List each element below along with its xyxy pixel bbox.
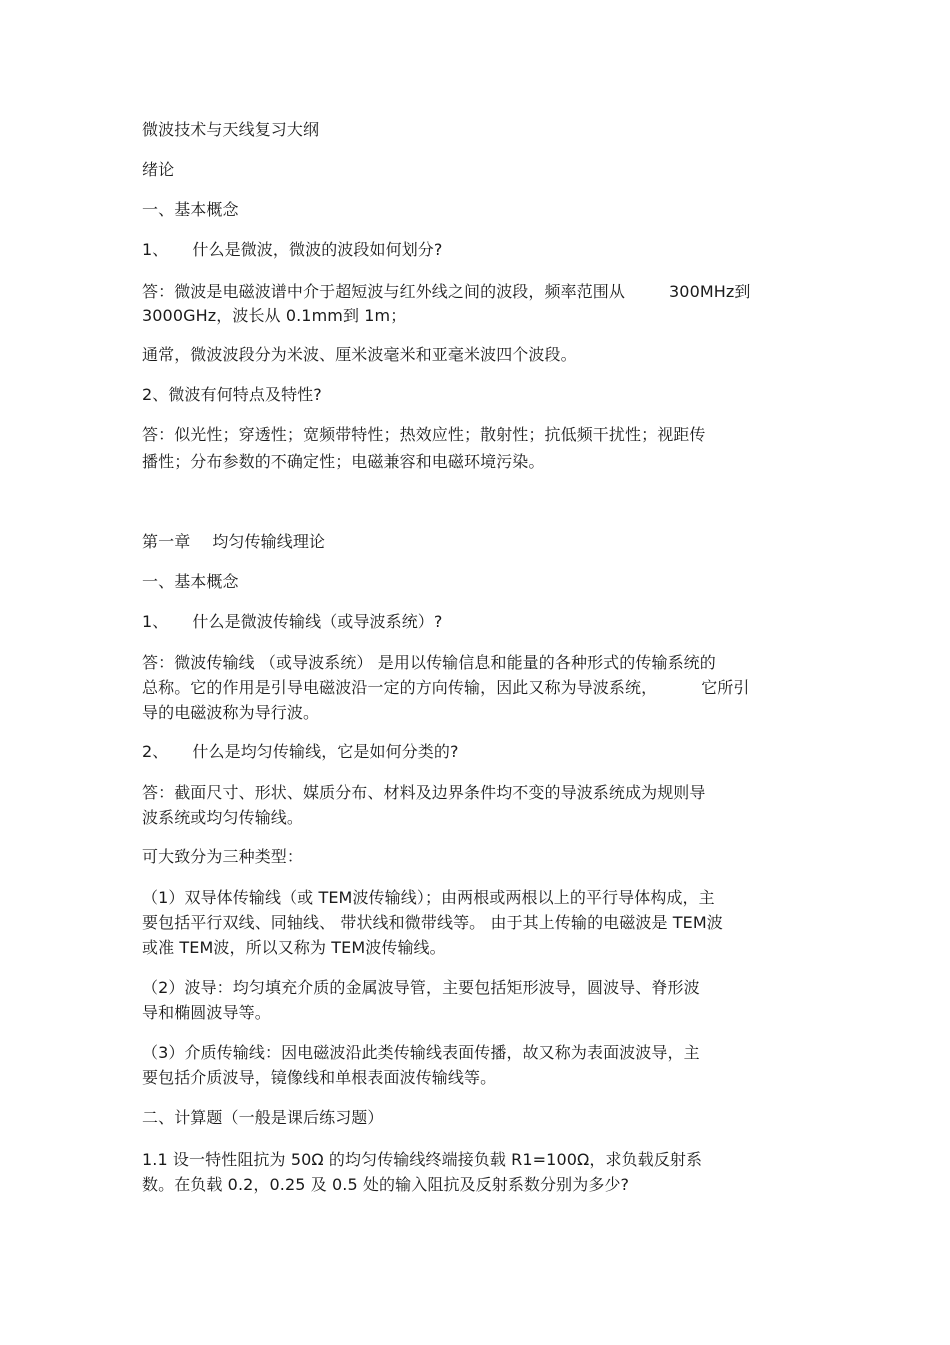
problem-1-1-line-2: 数。在负载 0.2，0.25 及 0.5 处的输入阻抗及反射系数分别为多少? <box>142 1175 630 1194</box>
type-2-line-2: 导和椭圆波导等。 <box>142 1003 271 1022</box>
chapter-1-answer-1-line-3: 导的电磁波称为导行波。 <box>142 703 320 722</box>
answer-1-line-1 <box>142 282 751 302</box>
chapter-1-section-heading: 一、基本概念 <box>142 572 239 591</box>
type-3-line-2: 要包括介质波导，镜像线和单根表面波传输线等。 <box>142 1068 497 1087</box>
intro-section-heading: 一、基本概念 <box>142 200 239 219</box>
answer-2-line-1: 答：似光性；穿透性；宽频带特性；热效应性；散射性；抗低频干扰性；视距传 <box>142 425 706 444</box>
chapter-1-answer-2-line-2: 波系统或均匀传输线。 <box>142 808 304 827</box>
chapter-1-answer-2-line-1: 答：截面尺寸、形状、媒质分布、材料及边界条件均不变的导波系统成为规则导 <box>142 783 706 802</box>
calc-section-heading: 二、计算题（一般是课后练习题） <box>142 1108 384 1127</box>
answer-1-line-1-text: 答：微波是电磁波谱中介于超短波与红外线之间的波段，频率范围从 <box>142 282 626 301</box>
question-1-text: 什么是微波，微波的波段如何划分? <box>192 240 443 259</box>
types-intro: 可大致分为三种类型： <box>142 847 304 866</box>
answer-1-line-3: 通常，微波波段分为米波、厘米波毫米和亚毫米波四个波段。 <box>142 345 577 364</box>
chapter-1-question-1-text: 什么是微波传输线（或导波系统）? <box>192 612 443 631</box>
chapter-1-question-2-number: 2、 <box>142 742 169 761</box>
chapter-1-title: 均匀传输线理论 <box>212 532 326 551</box>
chapter-1-answer-1-line-2-tail: 它所引 <box>701 678 750 697</box>
chapter-1-question-1-number: 1、 <box>142 612 169 631</box>
chapter-1-heading <box>142 532 325 552</box>
chapter-1-question-1 <box>142 612 442 632</box>
question-1 <box>142 240 442 260</box>
chapter-1-answer-1-line-2-text: 总称。它的作用是引导电磁波沿一定的方向传输，因此又称为导波系统， <box>142 678 658 697</box>
chapter-1-answer-1-line-1: 答：微波传输线 （或导波系统） 是用以传输信息和能量的各种形式的传输系统的 <box>142 653 716 672</box>
question-1-number: 1、 <box>142 240 169 259</box>
answer-2-line-2: 播性；分布参数的不确定性；电磁兼容和电磁环境污染。 <box>142 452 545 471</box>
type-1-line-3: 或准 TEM波，所以又称为 TEM波传输线。 <box>142 938 446 957</box>
chapter-1-question-2-text: 什么是均匀传输线，它是如何分类的? <box>192 742 459 761</box>
type-3-line-1: （3）介质传输线：因电磁波沿此类传输线表面传播，故又称为表面波波导，主 <box>142 1043 700 1062</box>
answer-1-line-1-freq: 300MHz到 <box>669 282 751 301</box>
question-2: 2、微波有何特点及特性? <box>142 385 322 404</box>
chapter-1-question-2 <box>142 742 459 762</box>
type-1-line-1: （1）双导体传输线（或 TEM波传输线）；由两根或两根以上的平行导体构成，主 <box>142 888 715 907</box>
intro-heading: 绪论 <box>142 160 175 179</box>
chapter-1-answer-1-line-2 <box>142 678 750 698</box>
type-1-line-2: 要包括平行双线、同轴线、 带状线和微带线等。 由于其上传输的电磁波是 TEM波 <box>142 913 723 932</box>
chapter-1-label: 第一章 <box>142 532 191 551</box>
doc-title: 微波技术与天线复习大纲 <box>142 120 320 139</box>
problem-1-1-line-1: 1.1 设一特性阻抗为 50Ω 的均匀传输线终端接负载 R1=100Ω，求负载反射系 <box>142 1150 703 1169</box>
answer-1-line-2: 3000GHz，波长从 0.1mm到 1m； <box>142 306 407 325</box>
type-2-line-1: （2）波导：均匀填充介质的金属波导管，主要包括矩形波导，圆波导、脊形波 <box>142 978 700 997</box>
